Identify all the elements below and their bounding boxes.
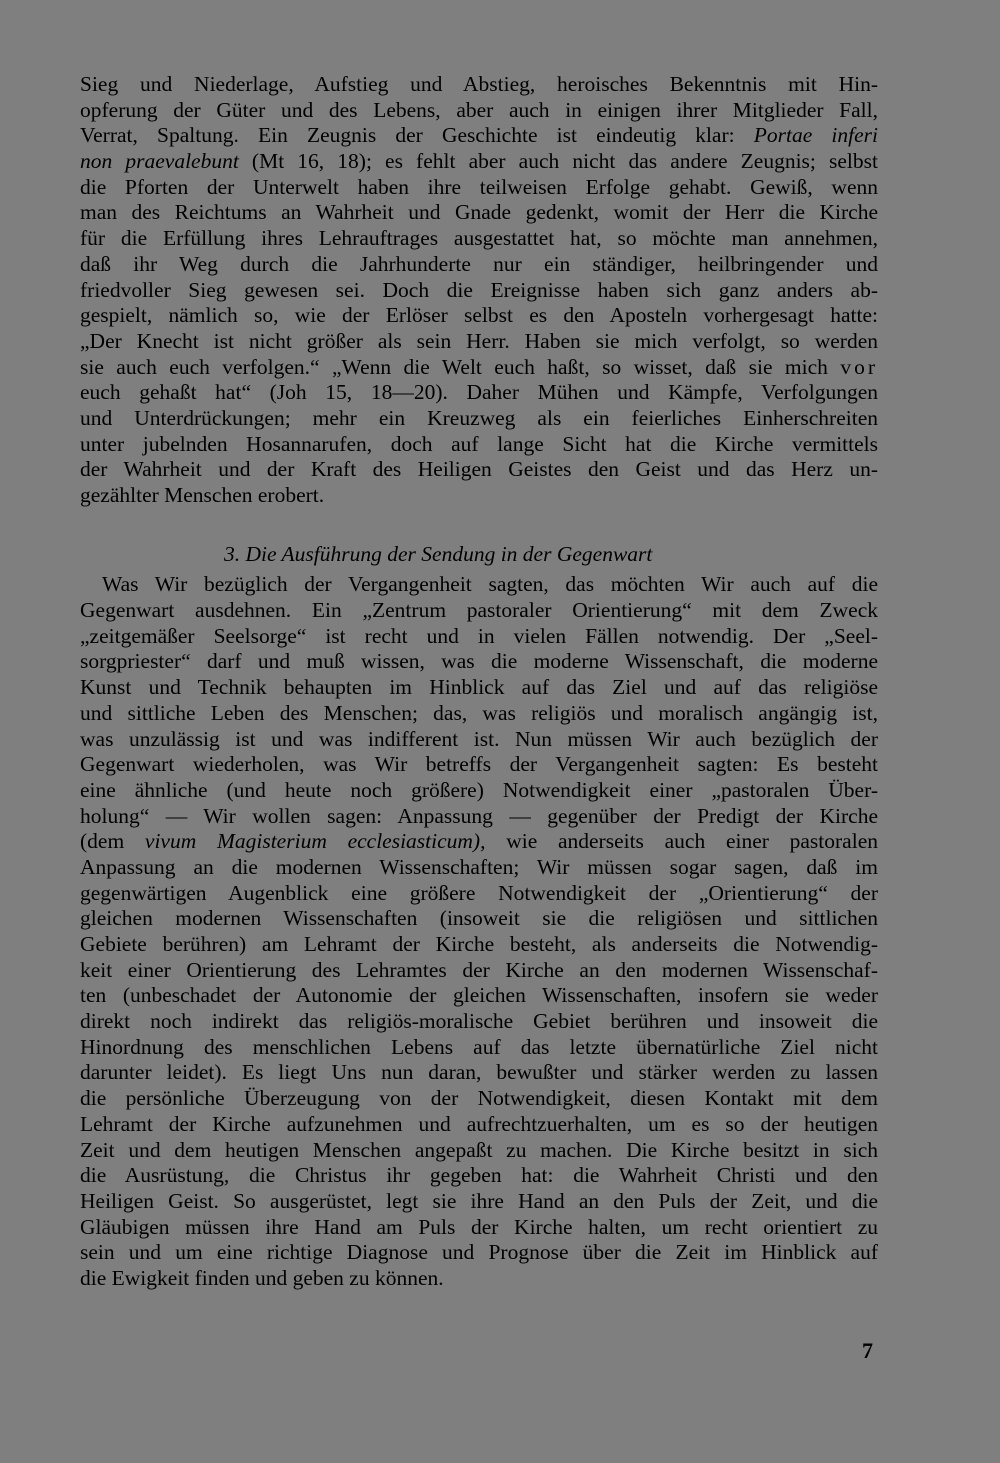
text-line: ten (unbeschadet der Autonomie der gleichen Wissenschaften, insofern sie weder	[80, 983, 878, 1008]
text-line: gezählter Menschen erobert.	[80, 483, 325, 507]
text-line: die Ausrüstung, die Christus ihr gegeben hat: die Wahrheit Christi und den	[80, 1163, 878, 1188]
latin-quote: non praevalebunt	[80, 149, 239, 174]
text-line: Gläubigen müssen ihre Hand am Puls der Kirche halten, um recht orientiert zu	[80, 1214, 878, 1239]
page-number: 7	[862, 1338, 873, 1363]
text-line: Hinordnung des menschlichen Lebens auf das letzte übernatürliche Ziel nicht	[80, 1034, 878, 1059]
text-line: opferung der Güter und des Lebens, aber auch in einigen ihrer Mitglieder Fall,	[80, 97, 878, 122]
text-line: man des Reichtums an Wahrheit und Gnade gedenkt, womit der Herr die Kirche	[80, 200, 878, 225]
text-line: darunter leidet). Es liegt Uns nun daran, bewußter und stärker werden zu lassen	[80, 1060, 878, 1085]
text-line: euch gehaßt hat“ (Joh 15, 18—20). Daher Mühen und Kämpfe, Verfolgungen	[80, 380, 878, 405]
text-line: eine ähnliche (und heute noch größere) Notwendigkeit einer „pastoralen Über-	[80, 777, 878, 802]
text-segment: Verrat, Spaltung. Ein Zeugnis der Geschichte ist eindeutig klar:	[80, 123, 754, 148]
text-line: Kunst und Technik behaupten im Hinblick auf das Ziel und auf das religiöse	[80, 675, 878, 700]
text-line: Gegenwart wiederholen, was Wir betreffs der Vergangenheit sagten: Es besteht	[80, 752, 878, 777]
text-line: und Unterdrückungen; mehr ein Kreuzweg als ein feierliches Einherschreiten	[80, 405, 878, 430]
text-line: „zeitgemäßer Seelsorge“ ist recht und in vielen Fällen notwendig. Der „Seel-	[80, 623, 878, 648]
text-line: daß ihr Weg durch die Jahrhunderte nur ein ständiger, heilbringender und	[80, 251, 878, 276]
text-line: Heiligen Geist. So ausgerüstet, legt sie ihre Hand an den Puls der Zeit, und die	[80, 1188, 878, 1213]
text-line: Was Wir bezüglich der Vergangenheit sagten, das möchten Wir auch auf die	[102, 572, 878, 597]
spaced-word: vor	[840, 354, 878, 379]
text-line: gleichen modernen Wissenschaften (insoweit sie die religiösen und sittlichen	[80, 906, 878, 931]
text-line	[80, 355, 878, 381]
latin-quote: Portae inferi	[753, 123, 878, 148]
text-segment: (dem	[80, 829, 145, 854]
text-line: „Der Knecht ist nicht größer als sein Herr. Haben sie mich verfolgt, so werden	[80, 328, 878, 353]
text-line: sorgpriester“ darf und muß wissen, was die moderne Wissenschaft, die moderne	[80, 649, 878, 674]
page-body	[80, 72, 878, 1292]
latin-quote: vivum Magisterium ecclesiasticum),	[144, 829, 486, 854]
text-line: die persönliche Überzeugung von der Notwendigkeit, diesen Kontakt mit dem	[80, 1086, 878, 1111]
text-line: Gegenwart ausdehnen. Ein „Zentrum pastoraler Orientierung“ mit dem Zweck	[80, 598, 878, 623]
text-line: friedvoller Sieg gewesen sei. Doch die Ereignisse haben sich ganz anders ab-	[80, 277, 878, 302]
text-line: was unzulässig ist und was indifferent ist. Nun müssen Wir auch bezüglich der	[80, 726, 878, 751]
section-heading: 3. Die Ausführung der Sendung in der Gegenwart	[224, 541, 653, 566]
text-line: unter jubelnden Hosannarufen, doch auf lange Sicht hat die Kirche vermittels	[80, 431, 878, 456]
text-line: und sittliche Leben des Menschen; das, was religiös und moralisch angängig ist,	[80, 700, 878, 725]
text-segment: wie anderseits auch einer pastoralen	[485, 829, 878, 854]
text-line: der Wahrheit und der Kraft des Heiligen Geistes den Geist und das Herz un-	[80, 457, 878, 482]
text-line: Anpassung an die modernen Wissenschaften; Wir müssen sogar sagen, daß im	[80, 854, 878, 879]
text-line: Zeit und dem heutigen Menschen angepaßt zu machen. Die Kirche besitzt in sich	[80, 1137, 878, 1162]
text-segment: (Mt 16, 18); es fehlt aber auch nicht das andere Zeugnis; selbst	[238, 149, 878, 174]
text-line: holung“ — Wir wollen sagen: Anpassung — gegenüber der Predigt der Kirche	[80, 803, 878, 828]
paragraph-past	[80, 72, 878, 509]
text-line: sein und um eine richtige Diagnose und Prognose über die Zeit im Hinblick auf	[80, 1240, 878, 1265]
text-line: keit einer Orientierung des Lehramtes der Kirche an den modernen Wissenschaf-	[80, 957, 878, 982]
section-spacer	[80, 509, 878, 542]
text-line: Sieg und Niederlage, Aufstieg und Abstieg, heroisches Bekenntnis mit Hin-	[80, 72, 878, 96]
text-segment: sie auch euch verfolgen.“ „Wenn die Welt euch haßt, so wisset, daß sie mich	[80, 354, 841, 379]
text-line: Gebiete berühren) am Lehramt der Kirche besteht, als anderseits die Notwendig-	[80, 932, 878, 956]
paragraph-present	[80, 572, 878, 1291]
text-line: Lehramt der Kirche aufzunehmen und aufrechtzuerhalten, um es so der heutigen	[80, 1111, 878, 1136]
text-line: die Ewigkeit finden und geben zu können.	[80, 1265, 444, 1290]
text-line: direkt noch indirekt das religiös-moralische Gebiet berühren und insoweit die	[80, 1009, 878, 1034]
text-line: für die Erfüllung ihres Lehrauftrages ausgestattet hat, so möchte man annehmen,	[80, 226, 878, 251]
text-line: gegenwärtigen Augenblick eine größere Notwendigkeit der „Orientierung“ der	[80, 880, 878, 905]
text-line: gespielt, nämlich so, wie der Erlöser selbst es den Aposteln vorhergesagt hatte:	[80, 303, 878, 328]
text-line	[80, 123, 878, 149]
text-line: die Pforten der Unterwelt haben ihre teilweisen Erfolge gehabt. Gewiß, wenn	[80, 174, 878, 199]
text-line	[80, 149, 878, 175]
text-line	[80, 829, 878, 855]
